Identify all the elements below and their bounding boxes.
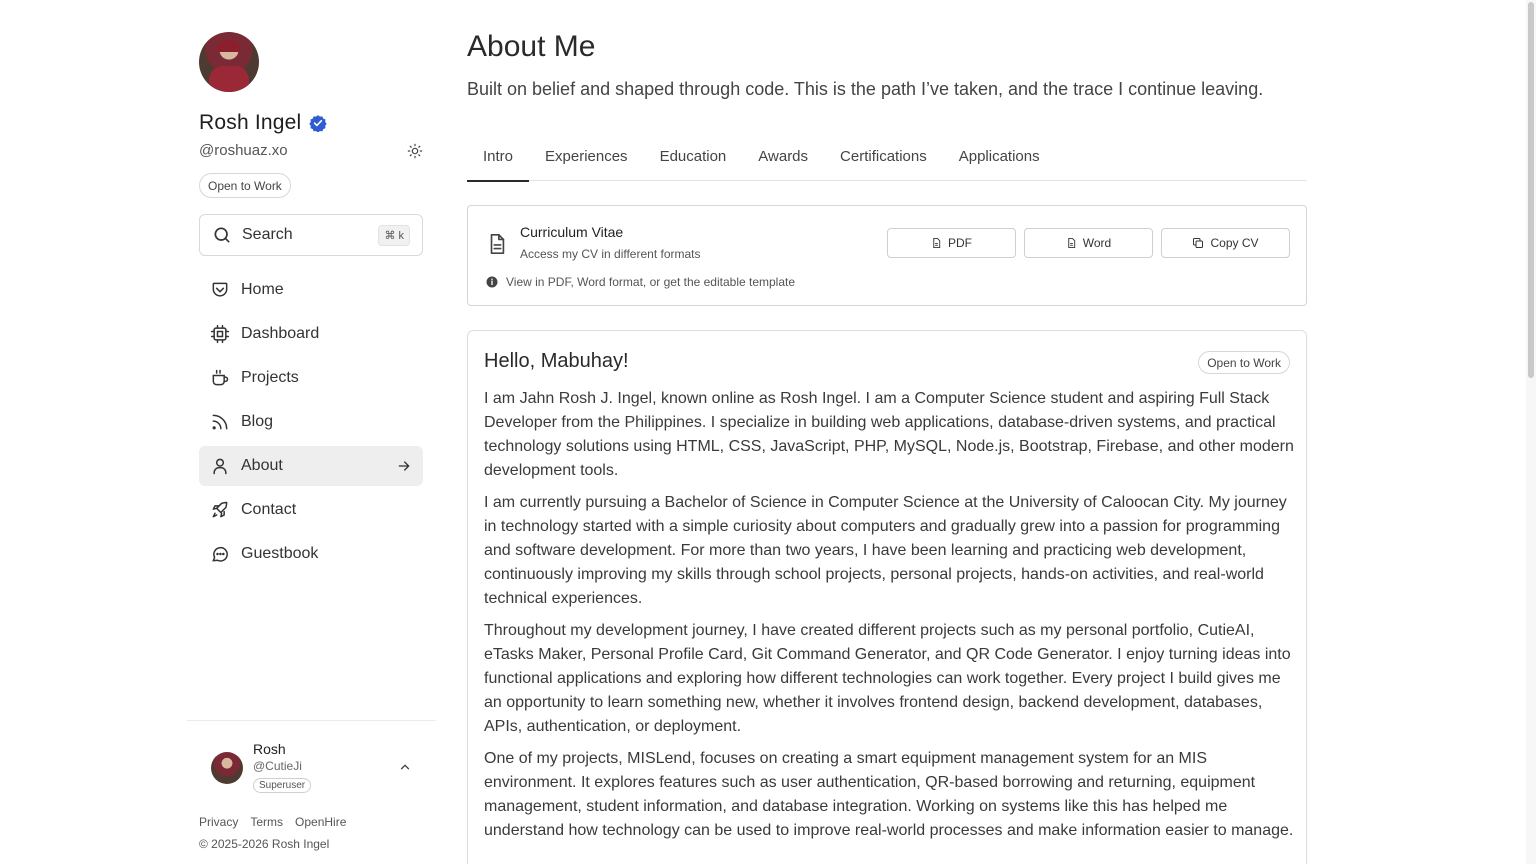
open-to-work-badge: Open to Work	[199, 173, 291, 198]
info-icon	[486, 276, 498, 288]
nav-item-guestbook[interactable]	[199, 534, 423, 574]
tab-intro[interactable]: Intro	[467, 132, 529, 181]
theme-toggle-button[interactable]	[405, 141, 425, 161]
intro-paragraph: Throughout my development journey, I have created different projects such as my personal portfolio, CutieAI, eTasks Maker, Personal Profile Card, Git Command Generator, and QR Code Generator. I enjoy turning ideas into functional applications and exploring how different technologies can work together. Every project I build gives me an opportunity to learn something new, whether it involves frontend design, backend development, databases, APIs, authentication, or deployment.	[484, 622, 1291, 735]
intro-paragraph: One of my projects, MISLend, focuses on creating a smart equipment management system for an MIS environment. It explores features such as user authentication, QR-based borrowing and returning, equipment management, student information, and database integration. Working on systems like this has helped me understand how technology can be used to improve real-world processes and make information easier to manage.	[484, 750, 1294, 839]
user-name: Rosh	[253, 741, 286, 757]
file-icon	[1066, 237, 1077, 249]
profile-avatar	[199, 32, 259, 92]
nav-label-home: Home	[241, 281, 284, 298]
user-icon	[210, 456, 230, 476]
user-menu-toggle[interactable]	[396, 758, 414, 776]
rss-icon	[210, 412, 230, 432]
intro-card	[467, 330, 1307, 864]
intro-paragraph: I am currently pursuing a Bachelor of Science in Computer Science at the University of Caloocan City. My journey in technology started with a simple curiosity about computers and gradually grew into a passion for programming and software development. For more than two years, I have been learning and practicing web development, continuously improving my skills through school projects, personal projects, hands-on activities, and real-world technical experiences.	[484, 494, 1287, 607]
user-card[interactable]	[211, 740, 423, 796]
cv-title: Curriculum Vitae	[520, 224, 624, 240]
search-icon	[212, 225, 232, 245]
cv-description: Access my CV in different formats	[520, 247, 701, 261]
file-icon	[931, 237, 942, 249]
cv-pdf-button[interactable]	[887, 228, 1016, 258]
message-circle-icon	[210, 544, 230, 564]
chevron-up-icon	[398, 760, 412, 774]
file-text-icon	[486, 232, 508, 256]
copy-cv-button[interactable]	[1161, 228, 1290, 258]
nav-item-blog[interactable]	[199, 402, 423, 442]
nav-label-projects: Projects	[241, 369, 299, 386]
tab-education[interactable]: Education	[659, 148, 727, 165]
copyright: © 2025-2026 Rosh Ingel	[199, 837, 330, 851]
nav-item-about[interactable]	[199, 446, 423, 486]
nav-label-dashboard: Dashboard	[241, 325, 320, 342]
tab-awards[interactable]: Awards	[758, 148, 809, 165]
copy-cv-label: Copy CV	[1210, 236, 1259, 250]
intro-title: Hello, Mabuhay!	[484, 350, 629, 372]
nav-item-home[interactable]	[199, 270, 423, 310]
cv-word-label: Word	[1082, 236, 1112, 250]
sun-icon	[407, 143, 423, 159]
footer-link-terms[interactable]: Terms	[250, 815, 284, 829]
intro-paragraph: I am Jahn Rosh J. Ingel, known online as Rosh Ingel. I am a Computer Science student and aspiring Full Stack Developer from the Philippines. I specialize in building web applications, database-driven systems, and practical technology solutions using HTML, CSS, JavaScript, PHP, MySQL, Node.js, Bootstrap, Firebase, and other modern development tools.	[484, 390, 1294, 479]
profile-name-row	[199, 111, 327, 135]
user-avatar	[211, 752, 243, 784]
scrollbar-thumb[interactable]	[1528, 2, 1534, 378]
user-handle: @CutieJi	[253, 759, 302, 773]
search-button[interactable]	[199, 214, 423, 256]
cv-note-text: View in PDF, Word format, or get the editable template	[506, 275, 796, 289]
nav-label-guestbook: Guestbook	[241, 545, 319, 562]
nav-item-projects[interactable]	[199, 358, 423, 398]
home-icon	[210, 280, 230, 300]
tab-experiences[interactable]: Experiences	[545, 148, 628, 165]
nav-label-blog: Blog	[241, 413, 274, 430]
intro-body	[484, 387, 1294, 851]
rocket-icon	[210, 500, 230, 520]
nav-label-contact: Contact	[241, 501, 297, 518]
coffee-cup-icon	[210, 368, 230, 388]
profile-handle: @roshuaz.xo	[199, 142, 288, 159]
cv-note	[486, 275, 795, 289]
nav-item-dashboard[interactable]	[199, 314, 423, 354]
page-subtitle: Built on belief and shaped through code. This is the path I’ve taken, and the trace I continue leaving.	[467, 79, 1264, 99]
copy-icon	[1192, 237, 1204, 249]
arrow-right-icon	[396, 458, 412, 474]
sidebar-divider	[187, 720, 436, 721]
footer-links	[199, 815, 346, 829]
tab-applications[interactable]: Applications	[958, 148, 1040, 165]
search-label: Search	[242, 226, 293, 243]
cv-buttons	[887, 228, 1290, 258]
footer-link-openhire[interactable]: OpenHire	[295, 815, 347, 829]
sidebar	[187, 0, 436, 864]
footer-link-privacy[interactable]: Privacy	[199, 815, 239, 829]
about-tabs	[467, 132, 1307, 181]
page-title: About Me	[467, 30, 596, 63]
page-scrollbar[interactable]	[1526, 0, 1536, 864]
user-role-badge: Superuser	[253, 778, 311, 793]
profile-name: Rosh Ingel	[199, 111, 302, 134]
intro-open-to-work-badge: Open to Work	[1198, 351, 1290, 374]
verified-badge-icon	[309, 114, 327, 132]
nav-item-contact[interactable]	[199, 490, 423, 530]
search-shortcut: ⌘ k	[378, 225, 410, 246]
cv-word-button[interactable]	[1024, 228, 1153, 258]
cv-card	[467, 205, 1307, 306]
tab-certifications[interactable]: Certifications	[840, 148, 927, 165]
nav-label-about: About	[241, 457, 283, 474]
cv-pdf-label: PDF	[948, 236, 972, 250]
main-nav	[199, 270, 423, 578]
cpu-icon	[210, 324, 230, 344]
